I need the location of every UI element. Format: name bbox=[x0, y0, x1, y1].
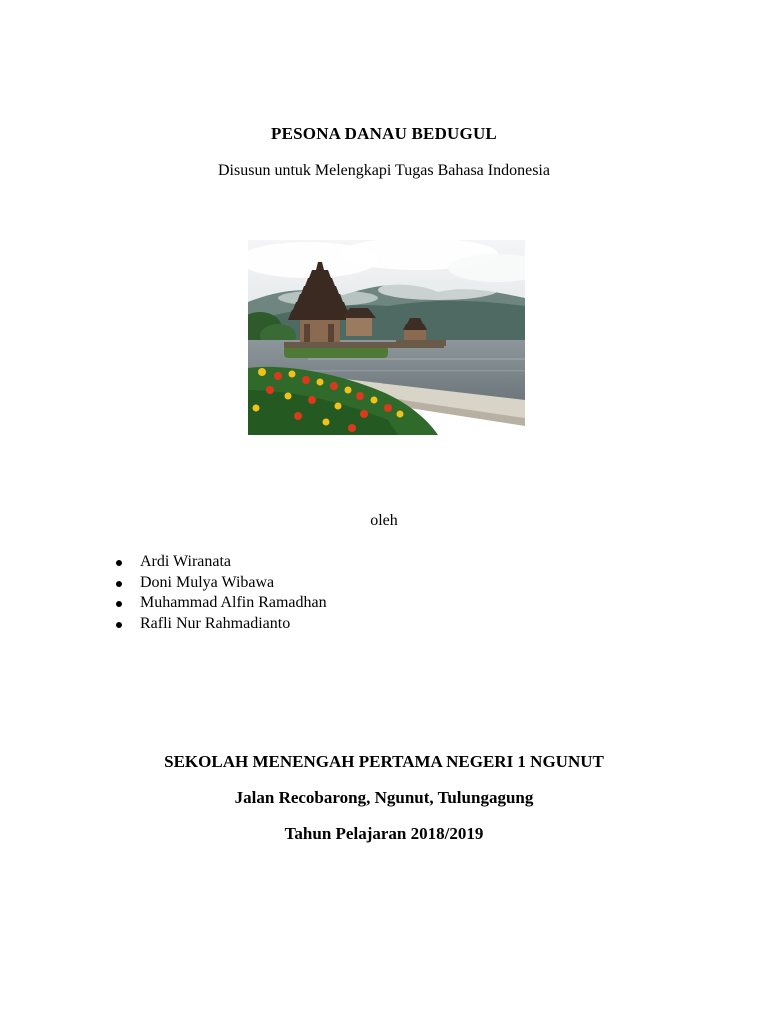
list-item bbox=[113, 573, 327, 594]
list-item bbox=[113, 552, 327, 573]
bullet-icon bbox=[116, 560, 122, 566]
school-address: Jalan Recobarong, Ngunut, Tulungagung bbox=[234, 788, 534, 807]
bullet-icon bbox=[116, 601, 122, 607]
list-item bbox=[113, 614, 327, 635]
school-name: SEKOLAH MENENGAH PERTAMA NEGERI 1 NGUNUT bbox=[164, 752, 604, 771]
academic-year: Tahun Pelajaran 2018/2019 bbox=[284, 824, 484, 843]
bullet-icon bbox=[116, 581, 122, 587]
author-intro-label: oleh bbox=[370, 512, 398, 529]
author-name: Rafli Nur Rahmadianto bbox=[140, 615, 291, 633]
author-name: Muhammad Alfin Ramadhan bbox=[140, 594, 327, 612]
document-subtitle: Disusun untuk Melengkapi Tugas Bahasa Indonesia bbox=[218, 162, 550, 179]
author-list bbox=[113, 552, 327, 635]
author-name: Ardi Wiranata bbox=[140, 553, 232, 570]
lake-temple-photo bbox=[248, 240, 525, 435]
bullet-icon bbox=[116, 622, 122, 628]
list-item bbox=[113, 593, 327, 614]
document-title: PESONA DANAU BEDUGUL bbox=[271, 124, 497, 143]
author-name: Doni Mulya Wibawa bbox=[140, 573, 275, 591]
